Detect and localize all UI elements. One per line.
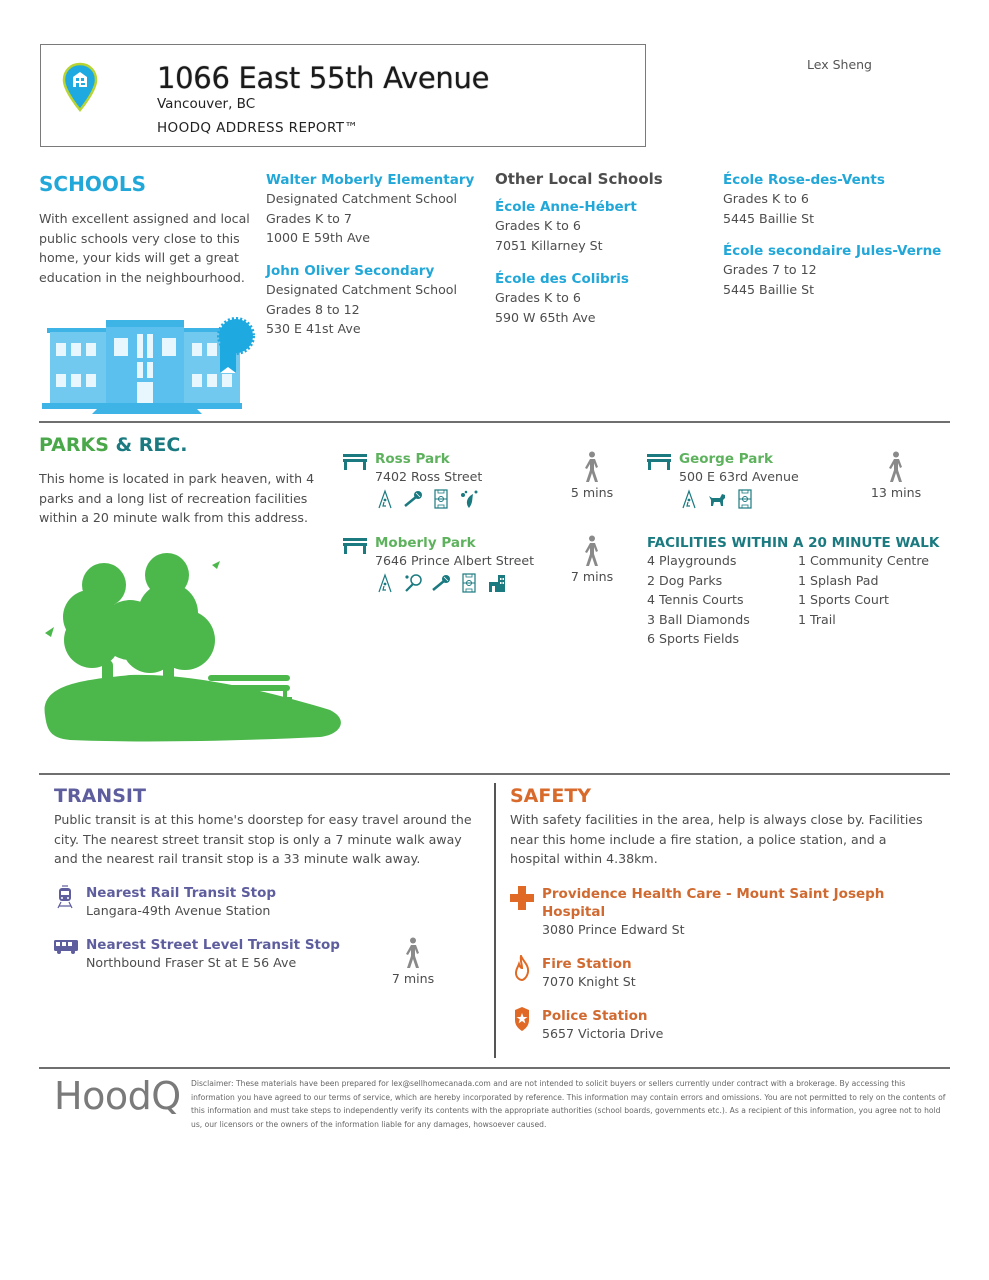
walking-person-icon	[886, 451, 906, 483]
section-divider	[39, 773, 950, 775]
bench-icon	[343, 454, 367, 470]
parks-heading-part1: PARKS	[39, 434, 109, 456]
baseball-icon	[403, 489, 423, 509]
schools-heading: SCHOOLS	[39, 172, 146, 196]
fire-station-name: Fire Station	[542, 956, 632, 972]
other-school-2	[495, 270, 629, 327]
park-amenities	[679, 489, 877, 509]
rail-stop-name: Langara-49th Avenue Station	[86, 903, 271, 918]
park-amenities	[375, 573, 573, 593]
schools-description: With excellent assigned and local public schools very close to this home, your kids will get a great education in the neighbourhood.	[39, 211, 250, 285]
street-stop-label: Nearest Street Level Transit Stop	[86, 937, 340, 953]
school-grades: Grades K to 6	[495, 218, 581, 233]
baseball-icon	[431, 573, 451, 593]
walk-time-transit	[381, 937, 445, 986]
school-address: 5445 Baillie St	[723, 281, 815, 297]
park-amenities	[375, 489, 573, 509]
column-divider	[494, 783, 496, 1058]
address-city: Vancouver, BC	[157, 96, 256, 112]
designated-school-1	[266, 171, 486, 248]
park-tree-bench-illustration	[40, 545, 345, 745]
school-address: 530 E 41st Ave	[266, 321, 361, 336]
tennis-icon	[403, 573, 423, 593]
police-station-name: Police Station	[542, 1008, 648, 1024]
bench-icon	[647, 454, 671, 470]
facilities-col-2	[798, 551, 929, 629]
safety-fire-station	[510, 955, 910, 991]
park-name: Moberly Park	[375, 535, 476, 551]
park-name: George Park	[679, 451, 773, 467]
school-name: École Anne-Hébert	[495, 199, 637, 215]
community-centre-icon	[487, 573, 507, 593]
safety-description: With safety facilities in the area, help is always close by. Facilities near this home include a fire station, a police station, and a hospital within 4.38km.	[510, 812, 923, 866]
park-item-ross	[343, 451, 573, 509]
address-title: 1066 East 55th Avenue	[157, 61, 490, 95]
school-type: Designated Catchment School	[266, 282, 457, 297]
street-stop-name: Northbound Fraser St at E 56 Ave	[86, 955, 297, 970]
school-name: John Oliver Secondary	[266, 263, 435, 279]
school-grades: Grades K to 6	[495, 290, 581, 305]
facility-item: 4 Playgrounds	[647, 553, 737, 568]
school-name: École des Colibris	[495, 271, 629, 287]
walk-time: 5 mins	[570, 485, 614, 500]
playground-icon	[679, 489, 699, 509]
park-address: 7402 Ross Street	[375, 469, 483, 484]
walking-person-icon	[403, 937, 423, 969]
school-name: École Rose-des-Vents	[723, 172, 885, 188]
walk-time-george	[864, 451, 928, 500]
walk-time-ross	[560, 451, 624, 500]
park-name: Ross Park	[375, 451, 450, 467]
hospital-name-line1: Providence Health Care - Mount Saint Joseph	[542, 886, 885, 902]
facility-item: 6 Sports Fields	[647, 631, 740, 646]
bench-icon	[343, 538, 367, 554]
facility-item: 4 Tennis Courts	[647, 592, 744, 607]
walk-time: 13 mins	[870, 485, 922, 500]
splash-pad-icon	[459, 489, 479, 509]
report-header	[40, 44, 646, 147]
police-badge-icon	[513, 1007, 531, 1031]
school-address: 7051 Killarney St	[495, 237, 603, 253]
facilities-title: FACILITIES WITHIN A 20 MINUTE WALK	[647, 535, 940, 551]
school-address: 5445 Baillie St	[723, 210, 815, 226]
location-pin-house-icon	[62, 62, 98, 112]
parks-heading	[39, 434, 188, 456]
hospital-cross-icon	[510, 886, 534, 910]
facility-item: 1 Sports Court	[798, 592, 889, 607]
rail-stop-label: Nearest Rail Transit Stop	[86, 885, 277, 901]
school-grades: Grades 8 to 12	[266, 301, 360, 317]
police-station-address: 5657 Victoria Drive	[542, 1026, 664, 1041]
transit-heading: TRANSIT	[54, 785, 146, 807]
school-grades: Grades 7 to 12	[723, 262, 817, 277]
school-name: Walter Moberly Elementary	[266, 172, 475, 188]
fire-station-address: 7070 Knight St	[542, 974, 636, 989]
school-address: 590 W 65th Ave	[495, 309, 596, 325]
walking-person-icon	[582, 535, 602, 567]
walk-time: 7 mins	[391, 971, 435, 986]
walk-time-moberly	[560, 535, 624, 584]
hoodq-logo: HoodQ	[54, 1074, 181, 1118]
other-schools-title: Other Local Schools	[495, 170, 663, 188]
facility-item: 2 Dog Parks	[647, 572, 723, 588]
safety-police-station	[510, 1007, 910, 1043]
bus-icon	[54, 939, 78, 955]
disclaimer-text: Disclaimer: These materials have been prepared for lex@sellhomecanada.com and are not intended to solicit buyers or sellers currently under contract with a brokerage. By accessing this information you have agreed to our terms of service, which are hereby incorporated by reference. This information may contain errors and omissions. You are not permitted to rely on the contents of this information and must take steps to independently verify its contents with the appropriate authorities (school boards, governments etc.). As a recipient of this information, you agree not to hold us, our licensors or the owners of the information liable for any damages, howsoever caused.	[191, 1079, 946, 1129]
playground-icon	[375, 489, 395, 509]
agent-name: Lex Sheng	[807, 57, 872, 72]
walk-time: 7 mins	[570, 569, 614, 584]
sports-field-icon	[459, 573, 479, 593]
sports-field-icon	[431, 489, 451, 509]
safety-hospital	[510, 885, 910, 939]
other-school-3	[723, 171, 885, 228]
transit-description: Public transit is at this home's doorstep for easy travel around the city. The nearest street transit stop is only a 7 minute walk away and the nearest rail transit stop is a 33 minute walk away.	[54, 812, 472, 866]
facility-item: 1 Community Centre	[798, 553, 930, 568]
facility-item: 1 Trail	[798, 611, 836, 627]
park-item-george	[647, 451, 877, 509]
hospital-name-line2: Hospital	[542, 904, 606, 920]
parks-heading-part2: & REC.	[108, 434, 188, 456]
other-school-1	[495, 198, 637, 255]
school-type: Designated Catchment School	[266, 191, 457, 206]
hospital-address: 3080 Prince Edward St	[542, 922, 685, 937]
report-title: HOODQ ADDRESS REPORT™	[157, 120, 359, 136]
flame-icon	[514, 955, 530, 981]
school-building-award-icon	[42, 310, 262, 416]
facility-item: 1 Splash Pad	[798, 572, 879, 588]
sports-field-icon	[735, 489, 755, 509]
safety-heading: SAFETY	[510, 785, 592, 807]
park-address: 500 E 63rd Avenue	[679, 469, 799, 484]
park-item-moberly	[343, 535, 573, 593]
designated-school-2	[266, 262, 486, 339]
train-icon	[56, 885, 74, 909]
facility-item: 3 Ball Diamonds	[647, 611, 750, 627]
rail-transit-stop	[54, 885, 454, 920]
school-grades: Grades K to 6	[723, 191, 809, 206]
park-address: 7646 Prince Albert Street	[375, 553, 535, 568]
school-name: École secondaire Jules-Verne	[723, 243, 942, 259]
other-school-4	[723, 242, 941, 299]
footer-divider	[39, 1067, 950, 1069]
dog-park-icon	[707, 489, 727, 509]
school-grades: Grades K to 7	[266, 210, 352, 226]
school-address: 1000 E 59th Ave	[266, 230, 371, 245]
walking-person-icon	[582, 451, 602, 483]
playground-icon	[375, 573, 395, 593]
parks-description: This home is located in park heaven, with 4 parks and a long list of recreation facilities within a 20 minute walk from this address.	[39, 471, 315, 525]
facilities-col-1	[647, 551, 750, 649]
section-divider	[39, 421, 950, 423]
